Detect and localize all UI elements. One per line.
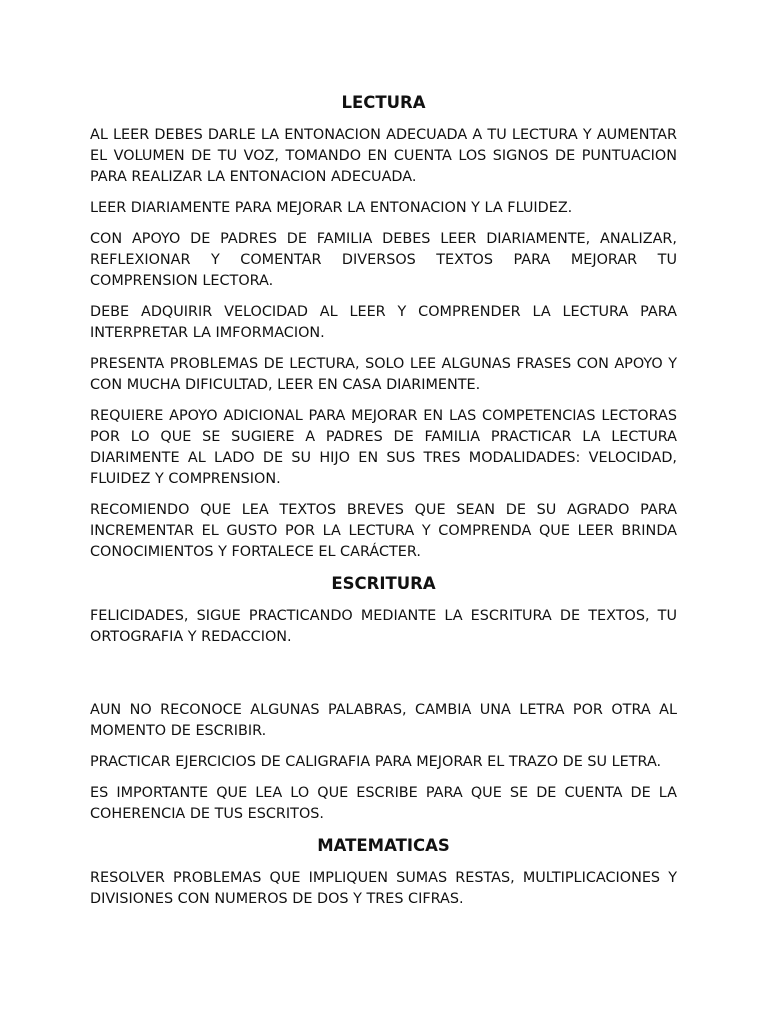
lectura-paragraph-2: LEER DIARIAMENTE PARA MEJORAR LA ENTONACION Y LA FLUIDEZ. <box>90 200 573 216</box>
matematicas-paragraph-1: RESOLVER PROBLEMAS QUE IMPLIQUEN SUMAS RESTAS, MULTIPLICACIONES Y DIVISIONES CON NUMEROS DE DOS Y TRES CIFRAS. <box>90 870 677 907</box>
section-heading-matematicas: MATEMATICAS <box>317 836 450 855</box>
section-heading-lectura: LECTURA <box>341 93 426 112</box>
blank-spacer <box>90 658 677 700</box>
section-heading-escritura: ESCRITURA <box>331 574 436 593</box>
lectura-paragraph-7: RECOMIENDO QUE LEA TEXTOS BREVES QUE SEAN DE SU AGRADO PARA INCREMENTAR EL GUSTO POR LA LECTURA Y COMPRENDA QUE LEER BRINDA CONOCIMIENTOS Y FORTALECE EL CARÁCTER. <box>90 502 677 560</box>
escritura-paragraph-4: ES IMPORTANTE QUE LEA LO QUE ESCRIBE PARA QUE SE DE CUENTA DE LA COHERENCIA DE TUS ESCRITOS. <box>90 785 677 822</box>
escritura-paragraph-1: FELICIDADES, SIGUE PRACTICANDO MEDIANTE LA ESCRITURA DE TEXTOS, TU ORTOGRAFIA Y REDACCION. <box>90 608 677 645</box>
lectura-paragraph-5: PRESENTA PROBLEMAS DE LECTURA, SOLO LEE ALGUNAS FRASES CON APOYO Y CON MUCHA DIFICULTAD, LEER EN CASA DIARIMENTE. <box>90 356 677 393</box>
lectura-paragraph-3: CON APOYO DE PADRES DE FAMILIA DEBES LEER DIARIAMENTE, ANALIZAR, REFLEXIONAR Y COMENTAR DIVERSOS TEXTOS PARA MEJORAR TU COMPRENSION LECTORA. <box>90 231 677 289</box>
lectura-paragraph-4: DEBE ADQUIRIR VELOCIDAD AL LEER Y COMPRENDER LA LECTURA PARA INTERPRETAR LA IMFORMACION. <box>90 304 677 341</box>
escritura-paragraph-2: AUN NO RECONOCE ALGUNAS PALABRAS, CAMBIA UNA LETRA POR OTRA AL MOMENTO DE ESCRIBIR. <box>90 702 677 739</box>
lectura-paragraph-6: REQUIERE APOYO ADICIONAL PARA MEJORAR EN LAS COMPETENCIAS LECTORAS POR LO QUE SE SUGIERE A PADRES DE FAMILIA PRACTICAR LA LECTURA DIARIMENTE AL LADO DE SU HIJO EN SUS TRES MODALIDADES: VELOCIDAD, FLUIDEZ Y COMPRENSION. <box>90 408 677 487</box>
lectura-paragraph-1: AL LEER DEBES DARLE LA ENTONACION ADECUADA A TU LECTURA Y AUMENTAR EL VOLUMEN DE TU VOZ, TOMANDO EN CUENTA LOS SIGNOS DE PUNTUACION PARA REALIZAR LA ENTONACION ADECUADA. <box>90 127 677 185</box>
document-page <box>90 92 677 920</box>
escritura-paragraph-3: PRACTICAR EJERCICIOS DE CALIGRAFIA PARA MEJORAR EL TRAZO DE SU LETRA. <box>90 754 662 770</box>
